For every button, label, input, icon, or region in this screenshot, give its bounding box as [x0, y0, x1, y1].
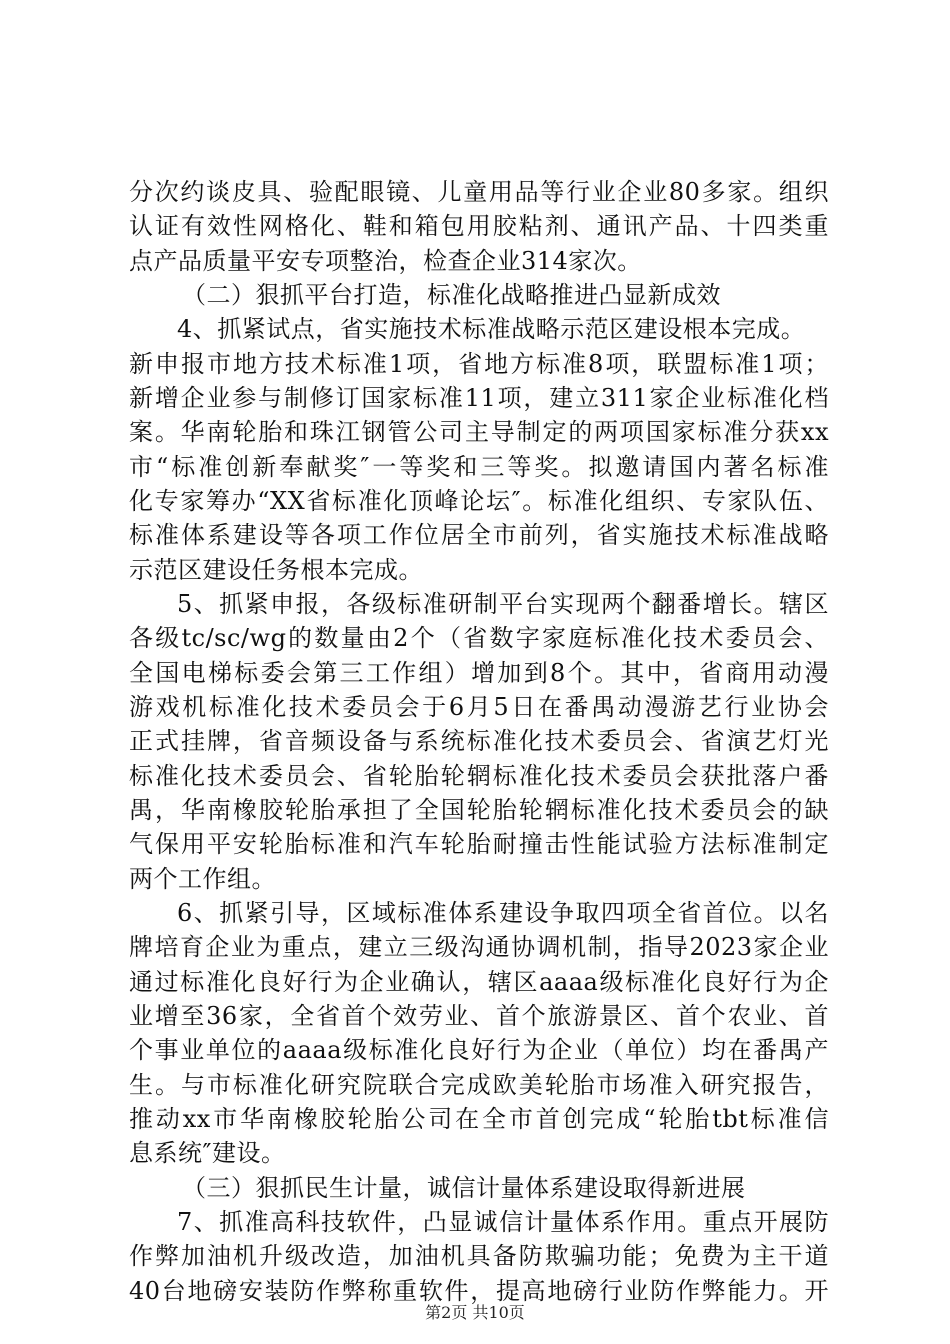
section-heading: （三）狠抓民生计量，诚信计量体系建设取得新进展: [182, 1174, 746, 1202]
text-line: 化专家筹办“XX省标准化顶峰论坛″。标准化组织、专家队伍、: [129, 487, 829, 515]
text-line: 正式挂牌，省音频设备与系统标准化技术委员会、省演艺灯光: [129, 727, 829, 755]
text-line: 推动xx市华南橡胶轮胎公司在全市首创完成“轮胎tbt标准信: [129, 1105, 829, 1133]
paragraph-first-line: 5、抓紧申报，各级标准研制平台实现两个翻番增长。辖区: [177, 590, 829, 618]
text-line: 禺，华南橡胶轮胎承担了全国轮胎轮辋标准化技术委员会的缺: [129, 796, 829, 824]
text-line: 全国电梯标委会第三工作组）增加到8个。其中，省商用动漫: [129, 659, 829, 687]
text-line: 业增至36家，全省首个效劳业、首个旅游景区、首个农业、首: [129, 1002, 829, 1030]
text-line: 市“标准创新奉献奖″一等奖和三等奖。拟邀请国内著名标准: [129, 453, 829, 481]
text-line: 40台地磅安装防作弊称重软件，提高地磅行业防作弊能力。开: [129, 1277, 829, 1305]
text-line: 标准体系建设等各项工作位居全市前列，省实施技术标准战略: [129, 521, 829, 549]
text-line: 分次约谈皮具、验配眼镜、儿童用品等行业企业80多家。组织: [129, 178, 829, 206]
text-line: 新增企业参与制修订国家标准11项，建立311家企业标准化档: [129, 384, 829, 412]
text-line: 通过标准化良好行为企业确认，辖区aaaa级标准化良好行为企: [129, 968, 829, 996]
text-line: 点产品质量平安专项整治，检查企业314家次。: [129, 247, 642, 275]
text-line: 两个工作组。: [129, 865, 276, 893]
text-line: 息系统″建设。: [129, 1139, 286, 1167]
text-line: 示范区建设任务根本完成。: [129, 556, 423, 584]
page-footer: 第2页 共10页: [425, 1303, 525, 1322]
section-heading: （二）狠抓平台打造，标准化战略推进凸显新成效: [182, 281, 721, 309]
paragraph-first-line: 7、抓准高科技软件，凸显诚信计量体系作用。重点开展防: [177, 1208, 829, 1236]
text-line: 气保用平安轮胎标准和汽车轮胎耐撞击性能试验方法标准制定: [129, 830, 829, 858]
text-line: 个事业单位的aaaa级标准化良好行为企业（单位）均在番禺产: [129, 1036, 829, 1064]
text-line: 认证有效性网格化、鞋和箱包用胶粘剂、通讯产品、十四类重: [129, 212, 829, 240]
text-line: 案。华南轮胎和珠江钢管公司主导制定的两项国家标准分获xx: [129, 418, 829, 446]
paragraph-first-line: 6、抓紧引导，区域标准体系建设争取四项全省首位。以名: [177, 899, 829, 927]
text-line: 作弊加油机升级改造，加油机具备防欺骗功能；免费为主干道: [129, 1242, 829, 1270]
text-line: 生。与市标准化研究院联合完成欧美轮胎市场准入研究报告，: [129, 1071, 829, 1099]
text-line: 牌培育企业为重点，建立三级沟通协调机制，指导2023家企业: [129, 933, 829, 961]
text-line: 游戏机标准化技术委员会于6月5日在番禺动漫游艺行业协会: [129, 693, 829, 721]
text-line: 各级tc/sc/wg的数量由2个（省数字家庭标准化技术委员会、: [129, 624, 829, 652]
paragraph-first-line: 4、抓紧试点，省实施技术标准战略示范区建设根本完成。: [177, 315, 806, 343]
text-line: 新申报市地方技术标准1项，省地方标准8项，联盟标准1项；: [129, 350, 829, 378]
text-line: 标准化技术委员会、省轮胎轮辋标准化技术委员会获批落户番: [129, 762, 829, 790]
